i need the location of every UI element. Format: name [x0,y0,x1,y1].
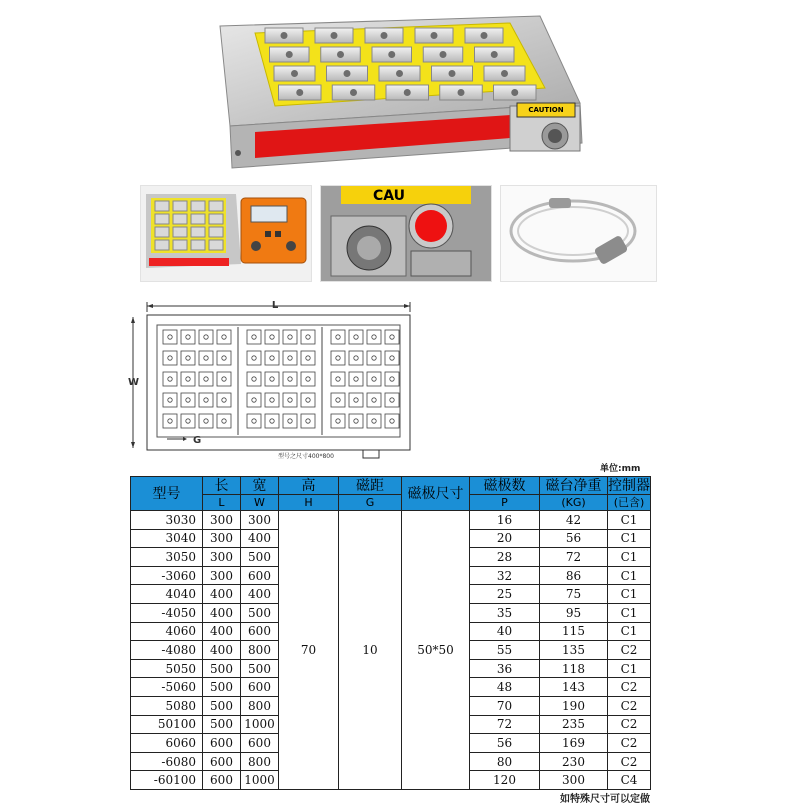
cell-pole-count: 56 [470,734,540,753]
width-label: W [128,377,140,388]
cell-model: 3040 [131,529,203,548]
cell-controller: C2 [608,641,651,660]
cell-net-weight: 72 [540,548,608,567]
length-label: L [271,300,279,311]
cell-length: 300 [203,566,241,585]
cell-pole-count: 35 [470,603,540,622]
thumbnail-power-cable [500,185,657,282]
cell-width: 600 [241,734,279,753]
cell-net-weight: 86 [540,566,608,585]
table-row [131,511,651,530]
closeup-caution-label: CAU [373,188,406,204]
cell-model: -60100 [131,771,203,790]
cell-width: 500 [241,548,279,567]
cell-controller: C1 [608,511,651,530]
thumbnail-socket-closeup [320,185,492,282]
cell-net-weight: 143 [540,678,608,697]
cell-controller: C2 [608,752,651,771]
cell-net-weight: 75 [540,585,608,604]
cell-model: -4050 [131,603,203,622]
cell-controller: C1 [608,603,651,622]
cell-net-weight: 190 [540,696,608,715]
cell-model: -3060 [131,566,203,585]
cell-controller: C1 [608,659,651,678]
cell-controller: C1 [608,622,651,641]
cell-net-weight: 115 [540,622,608,641]
cell-model: 4060 [131,622,203,641]
caution-label: CAUTION [528,106,564,114]
cell-width: 600 [241,566,279,585]
cell-width: 800 [241,641,279,660]
cell-pitch: 10 [339,511,402,790]
cell-net-weight: 118 [540,659,608,678]
cell-width: 600 [241,678,279,697]
header-length: 长 [203,477,241,495]
cell-pole-count: 25 [470,585,540,604]
cell-length: 300 [203,529,241,548]
header-model: 型号 [131,477,203,511]
header-height-sub: H [279,495,339,511]
cell-pole-count: 20 [470,529,540,548]
header-width: 宽 [241,477,279,495]
magnetic-chuck-photo [210,8,600,178]
cell-length: 400 [203,622,241,641]
cell-net-weight: 230 [540,752,608,771]
cell-length: 500 [203,715,241,734]
header-pitch: 磁距 [339,477,402,495]
cell-width: 800 [241,752,279,771]
cell-net-weight: 56 [540,529,608,548]
cell-width: 300 [241,511,279,530]
cell-net-weight: 42 [540,511,608,530]
header-width-sub: W [241,495,279,511]
cell-model: -5060 [131,678,203,697]
cell-net-weight: 169 [540,734,608,753]
cell-length: 600 [203,734,241,753]
cell-net-weight: 95 [540,603,608,622]
cell-pole-count: 40 [470,622,540,641]
cell-controller: C2 [608,734,651,753]
cell-length: 600 [203,752,241,771]
cell-pole-count: 28 [470,548,540,567]
cell-length: 300 [203,511,241,530]
thumbnail-chuck-with-controller [140,185,312,282]
cell-pole-count: 72 [470,715,540,734]
drawing-note: 型号之尺寸400*800 [278,453,334,460]
cell-width: 500 [241,603,279,622]
cell-pole-count: 55 [470,641,540,660]
header-net-weight-sub: (KG) [540,495,608,511]
cell-controller: C2 [608,715,651,734]
cell-controller: C1 [608,529,651,548]
footer-note: 如特殊尺寸可以定做 [560,794,650,805]
cell-length: 400 [203,641,241,660]
cell-model: 5080 [131,696,203,715]
cell-width: 600 [241,622,279,641]
cell-model: 5050 [131,659,203,678]
cell-width: 500 [241,659,279,678]
cell-length: 300 [203,548,241,567]
cell-net-weight: 135 [540,641,608,660]
cell-pole-count: 80 [470,752,540,771]
gap-label: G [193,435,202,446]
cell-pole-count: 16 [470,511,540,530]
cell-pole-count: 36 [470,659,540,678]
header-pole-size: 磁极尺寸 [402,477,470,511]
cell-width: 800 [241,696,279,715]
cell-net-weight: 300 [540,771,608,790]
cell-length: 600 [203,771,241,790]
header-controller: 控制器 [608,477,650,494]
cell-model: 4040 [131,585,203,604]
cell-length: 500 [203,678,241,697]
dimension-drawing [125,300,420,465]
cell-pole-count: 120 [470,771,540,790]
cell-net-weight: 235 [540,715,608,734]
spec-table [130,476,651,790]
cell-model: -6080 [131,752,203,771]
cell-model: 3030 [131,511,203,530]
cell-length: 500 [203,696,241,715]
cell-length: 500 [203,659,241,678]
cell-width: 400 [241,529,279,548]
cell-controller: C1 [608,566,651,585]
header-length-sub: L [203,495,241,511]
cell-controller: C1 [608,585,651,604]
cell-height: 70 [279,511,339,790]
cell-controller: C4 [608,771,651,790]
cell-model: 6060 [131,734,203,753]
cell-model: 50100 [131,715,203,734]
cell-width: 400 [241,585,279,604]
cell-model: -4080 [131,641,203,660]
cell-pole-count: 32 [470,566,540,585]
cell-pole-count: 70 [470,696,540,715]
header-height: 高 [279,477,339,495]
header-controller-sub: (已含) [608,495,651,511]
cell-controller: C2 [608,678,651,697]
cell-width: 1000 [241,771,279,790]
cell-length: 400 [203,585,241,604]
cell-model: 3050 [131,548,203,567]
header-pole-count-sub: P [470,495,540,511]
cell-pole-size: 50*50 [402,511,470,790]
cell-controller: C2 [608,696,651,715]
cell-length: 400 [203,603,241,622]
unit-label: 单位:mm [600,464,641,474]
cell-width: 1000 [241,715,279,734]
header-pitch-sub: G [339,495,402,511]
cell-controller: C1 [608,548,651,567]
cell-pole-count: 48 [470,678,540,697]
header-net-weight: 磁台净重 [540,477,608,495]
header-pole-count: 磁极数 [470,477,540,495]
